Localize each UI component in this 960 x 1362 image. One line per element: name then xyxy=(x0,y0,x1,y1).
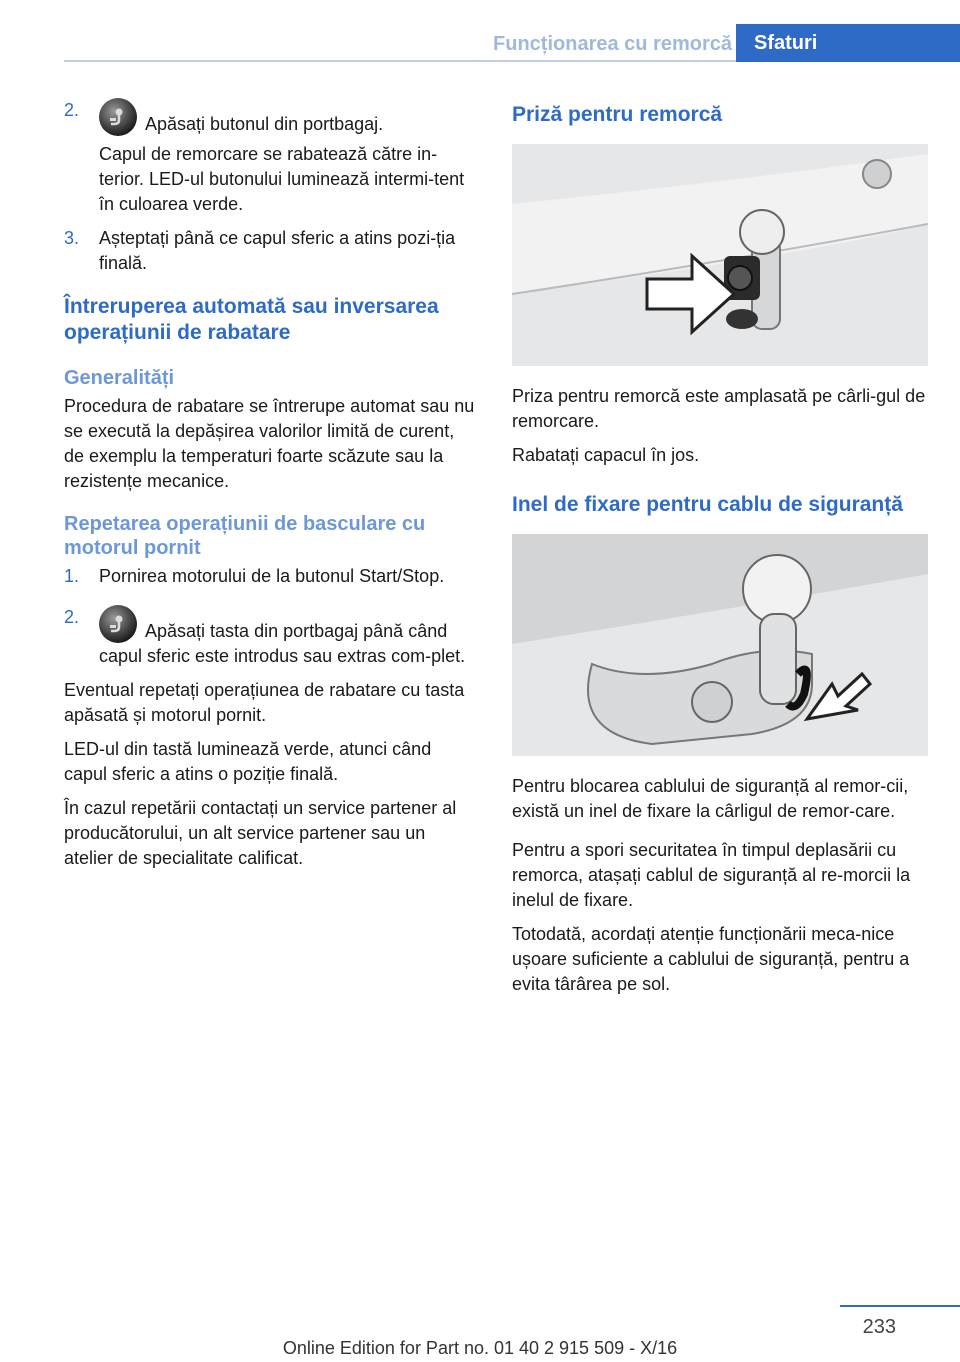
section-heading: Întreruperea automată sau inversarea operațiunii de rabatare xyxy=(64,295,439,344)
tow-hitch-button-icon xyxy=(99,98,137,136)
step-number: 3. xyxy=(64,228,80,248)
section-heading: Priză pentru remorcă xyxy=(512,103,723,126)
step-number: 2. xyxy=(64,607,80,627)
step-item xyxy=(64,226,476,276)
edition-note: Online Edition for Part no. 01 40 2 915 509 - X/16 xyxy=(282,1338,678,1358)
paragraph: Rabatați capacul în jos. xyxy=(512,445,700,465)
trailer-socket-illustration xyxy=(512,144,928,366)
step-number: 2. xyxy=(64,100,80,120)
section-heading: Inel de fixare pentru cablu de siguranță xyxy=(512,493,903,516)
step-text: Așteptați până ce capul sferic a atins pozi-ția finală. xyxy=(99,228,456,273)
paragraph: LED-ul din tastă luminează verde, atunci când capul sferic a atins o poziție finală. xyxy=(64,739,432,784)
left-column xyxy=(64,98,476,880)
safety-cable-ring-illustration xyxy=(512,534,928,756)
paragraph: Totodată, acordați atenție funcționării meca-nice ușoare suficiente a cablului de siguranță, pentru a evita târârea pe sol. xyxy=(512,924,910,994)
footer-rule xyxy=(840,1305,960,1307)
paragraph: În cazul repetării contactați un service partener al producătorului, un alt service partener sau un atelier de specialitate calificat. xyxy=(64,798,457,868)
subheading: Repetarea operațiunii de basculare cu motorul pornit xyxy=(64,513,426,559)
step-item xyxy=(64,564,476,589)
chapter-tab: Sfaturi xyxy=(736,24,960,62)
step-item xyxy=(64,98,476,217)
step-text: Apăsați butonul din portbagaj. xyxy=(145,114,384,134)
paragraph: Priza pentru remorcă este amplasată pe cârli-gul de remorcare. xyxy=(512,386,926,431)
page-number: 233 xyxy=(862,1316,896,1338)
step-text: Pornirea motorului de la butonul Start/Stop. xyxy=(99,566,445,586)
step-note: Capul de remorcare se rabatează către in-terior. LED-ul butonului luminează intermi-tent în culoarea verde. xyxy=(99,144,465,214)
subheading: Generalități xyxy=(64,367,175,389)
paragraph: Pentru a spori securitatea în timpul deplasării cu remorca, atașați cablul de siguranță al re-morcii la inelul de fixare. xyxy=(512,840,911,910)
paragraph: Eventual repetați operațiunea de rabatare cu tasta apăsată și motorul pornit. xyxy=(64,680,465,725)
right-column xyxy=(512,98,928,1006)
section-title: Funcționarea cu remorcă xyxy=(493,33,732,55)
paragraph: Pentru blocarea cablului de siguranță al remor-cii, există un inel de fixare la cârligul de remor-care. xyxy=(512,776,909,821)
step-text: Apăsați tasta din portbagaj până când capul sferic este introdus sau extras com-plet. xyxy=(99,621,466,666)
tow-hitch-button-icon xyxy=(99,605,137,643)
step-item xyxy=(64,605,476,669)
paragraph: Procedura de rabatare se întrerupe automat sau nu se execută la depășirea valorilor limită de curent, de exemplu la temperaturi foarte scăzute sau la rezistențe mecanice. xyxy=(64,396,475,491)
step-number: 1. xyxy=(64,566,80,586)
